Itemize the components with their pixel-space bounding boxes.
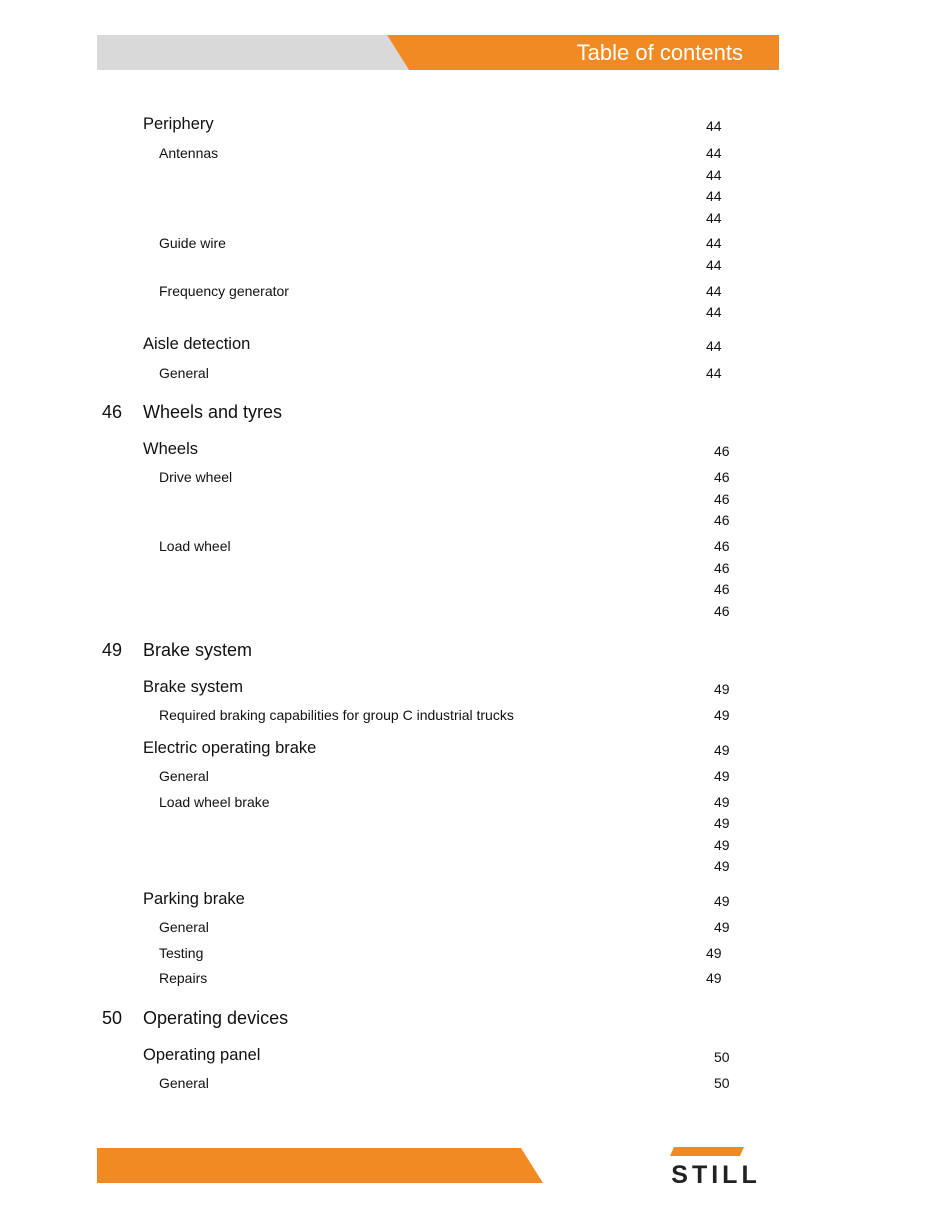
- page-number[interactable]: 44: [706, 283, 722, 299]
- page-number[interactable]: 44: [706, 338, 722, 354]
- section-title-electric-operating-brake[interactable]: Electric operating brake: [143, 739, 317, 757]
- subsection-title-load-wheel-brake[interactable]: Load wheel brake: [159, 794, 270, 810]
- page-number[interactable]: 49: [714, 837, 730, 853]
- page-number[interactable]: 44: [706, 365, 722, 381]
- page-header: [97, 35, 779, 70]
- page-number[interactable]: 49: [714, 815, 730, 831]
- page-number[interactable]: 44: [706, 257, 722, 273]
- subsection-title-general[interactable]: General: [159, 919, 209, 935]
- page-number[interactable]: 50: [714, 1049, 730, 1065]
- page-title: Table of contents: [576, 40, 743, 65]
- page-number[interactable]: 49: [714, 893, 730, 909]
- subsection-title-load-wheel[interactable]: Load wheel: [159, 538, 231, 554]
- chapter-number: 49: [102, 640, 123, 660]
- subsection-title-antennas[interactable]: Antennas: [159, 145, 219, 161]
- section-title-parking-brake[interactable]: Parking brake: [143, 890, 245, 908]
- page-number[interactable]: 44: [706, 145, 722, 161]
- page-number[interactable]: 46: [714, 469, 730, 485]
- page-number[interactable]: 46: [714, 581, 730, 597]
- page-number[interactable]: 44: [706, 167, 722, 183]
- chapter-number: 50: [102, 1008, 123, 1028]
- page-number[interactable]: 49: [706, 945, 722, 961]
- subsection-title-testing[interactable]: Testing: [159, 945, 204, 961]
- page-number[interactable]: 49: [714, 794, 730, 810]
- page-number[interactable]: 49: [714, 858, 730, 874]
- chapter-title-brake-system[interactable]: Brake system: [143, 640, 253, 660]
- still-logo: [652, 1146, 780, 1191]
- section-title-periphery[interactable]: Periphery: [143, 115, 214, 133]
- chapter-number: 46: [102, 402, 123, 422]
- subsection-title-guide-wire[interactable]: Guide wire: [159, 235, 226, 251]
- page-number[interactable]: 46: [714, 512, 730, 528]
- page-number[interactable]: 44: [706, 235, 722, 251]
- page-number[interactable]: 49: [714, 768, 730, 784]
- page-number[interactable]: 44: [706, 188, 722, 204]
- page-number[interactable]: 49: [706, 970, 722, 986]
- page-number[interactable]: 46: [714, 560, 730, 576]
- section-title-aisle-detection[interactable]: Aisle detection: [143, 335, 251, 353]
- page-number[interactable]: 46: [714, 443, 730, 459]
- subsection-title-repairs[interactable]: Repairs: [159, 970, 208, 986]
- page-number[interactable]: 50: [714, 1075, 730, 1091]
- page-number[interactable]: 49: [714, 707, 730, 723]
- section-title-brake-system[interactable]: Brake system: [143, 678, 243, 696]
- section-title-wheels[interactable]: Wheels: [143, 440, 199, 458]
- subsection-title-general[interactable]: General: [159, 1075, 209, 1091]
- chapter-title-operating-devices[interactable]: Operating devices: [143, 1008, 289, 1028]
- subsection-title-general[interactable]: General: [159, 365, 209, 381]
- page-number[interactable]: 49: [714, 742, 730, 758]
- page-number[interactable]: 46: [714, 491, 730, 507]
- subsection-title-required-braking-capabilities-for-group-c-industrial-trucks[interactable]: Required braking capabilities for group C industrial trucks: [159, 707, 514, 723]
- subsection-title-general[interactable]: General: [159, 768, 209, 784]
- subsection-title-drive-wheel[interactable]: Drive wheel: [159, 469, 233, 485]
- section-title-operating-panel[interactable]: Operating panel: [143, 1046, 261, 1064]
- svg-text:STILL: STILL: [671, 1161, 761, 1186]
- page-number[interactable]: 44: [706, 304, 722, 320]
- subsection-title-frequency-generator[interactable]: Frequency generator: [159, 283, 289, 299]
- page-number[interactable]: 44: [706, 210, 722, 226]
- chapter-title-wheels-and-tyres[interactable]: Wheels and tyres: [143, 402, 283, 422]
- page-number[interactable]: 49: [714, 681, 730, 697]
- page-number[interactable]: 46: [714, 538, 730, 554]
- page-number[interactable]: 46: [714, 603, 730, 619]
- footer-band: [97, 1148, 543, 1183]
- page-number[interactable]: 49: [714, 919, 730, 935]
- page-number[interactable]: 44: [706, 118, 722, 134]
